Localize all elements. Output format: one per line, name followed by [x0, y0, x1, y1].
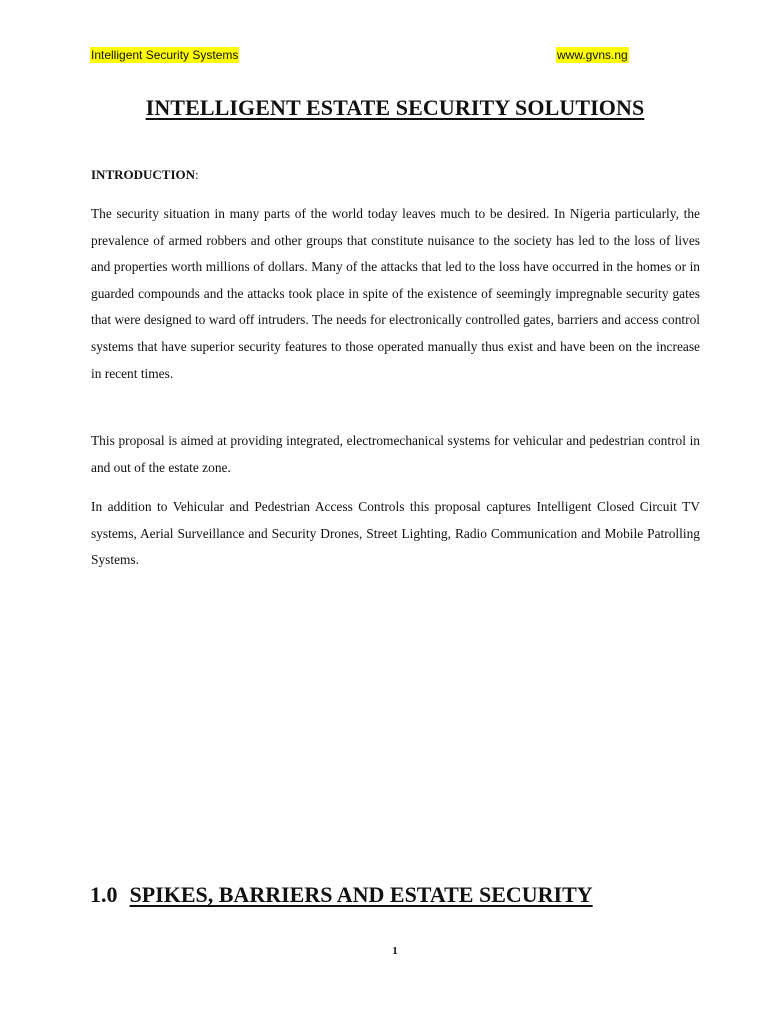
chapter-heading: [90, 880, 593, 910]
introduction-heading-text: INTRODUCTION: [91, 167, 196, 182]
page-number: 1: [392, 945, 398, 957]
document-title: INTELLIGENT ESTATE SECURITY SOLUTIONS: [145, 95, 645, 120]
header-company-name: Intelligent Security Systems: [91, 48, 239, 62]
intro-paragraph: The security situation in many parts of the world today leaves much to be desired. In Nigeria particularly, the prevalence of armed robbers and other groups that constitute nuisance to the society has led to the loss of lives and properties worth millions of dollars. Many of the attacks that led to the loss have occurred in the homes or in guarded compounds and the attacks took place in spite of the existence of seemingly impregnable security gates that were designed to ward off intruders. The needs for electronically controlled gates, barriers and access control systems that have superior security features to those operated manually thus exist and have been on the increase in recent times.: [91, 206, 700, 381]
chapter-number: 1.0: [90, 882, 118, 907]
chapter-title: SPIKES, BARRIERS AND ESTATE SECURITY: [129, 882, 593, 907]
header-website: www.gvns.ng: [557, 48, 628, 62]
proposal-paragraph: This proposal is aimed at providing integrated, electromechanical systems for vehicular and pedestrian control in and out of the estate zone.: [91, 433, 700, 475]
introduction-heading: [91, 166, 199, 184]
introduction-heading-colon: :: [195, 167, 199, 182]
scope-paragraph: In addition to Vehicular and Pedestrian Access Controls this proposal captures Intelligent Closed Circuit TV systems, Aerial Surveillance and Security Drones, Street Lighting, Radio Communication and Mobile Patrolling Systems.: [91, 499, 700, 568]
